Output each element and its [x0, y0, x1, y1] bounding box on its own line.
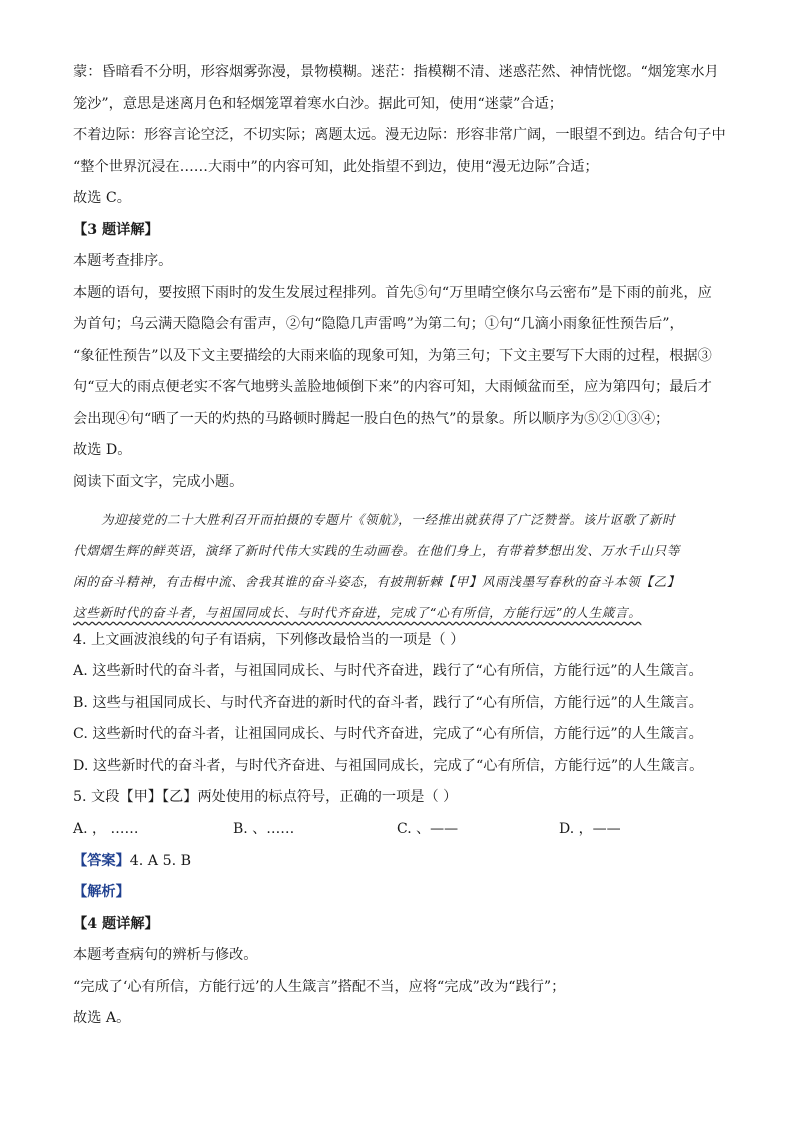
choice-b: B. 、…… [233, 821, 295, 837]
question-5: 5. 文段【甲】【乙】两处使用的标点符号，正确的一项是（ ） [73, 789, 458, 805]
reading-passage [73, 504, 723, 628]
text-line: 蒙：昏暗看不分明，形容烟雾弥漫，景物模糊。迷茫：指模糊不清、迷惑茫然、神情恍惚。“烟笼寒水月 [73, 64, 719, 80]
text-line: 阅读下面文字，完成小题。 [73, 473, 244, 490]
answer-tag: 【答案】 [73, 852, 130, 869]
analysis-tag: 【解析】 [73, 884, 130, 900]
section-heading: 【3 题详解】 [73, 221, 159, 238]
answer-line [73, 851, 723, 871]
text-line: “象征性预告”以及下文主要描绘的大雨来临的现象可知，为第三句；下文主要写下大雨的过程，根据③ [73, 347, 712, 364]
choice-d: D. ，—— [559, 821, 621, 837]
text-line: 不着边际：形容言论空泛，不切实际；离题太远。漫无边际：形容非常广阔，一眼望不到边。结合句子中 [73, 127, 726, 143]
option-c: C. 这些新时代的奋斗者，让祖国同成长、与时代齐奋进，完成了“心有所信，方能行远”的人生箴言。 [73, 726, 703, 742]
text-line: 故选 A。 [73, 1010, 131, 1026]
text-line: 会出现④句“晒了一天的灼热的马路顿时腾起一股白色的热气”的景象。所以顺序为⑤②①③④； [73, 410, 670, 427]
text-line: 故选 C。 [73, 190, 131, 206]
document-page [73, 62, 726, 1028]
text-line: 本题考查病句的辨析与修改。 [73, 947, 258, 963]
passage-line: 为迎接党的二十大胜利召开而拍摄的专题片《领航》，一经推出就获得了广泛赞誉。该片讴歌了新时 [101, 511, 676, 527]
question-4: 4. 上文画波浪线的句子有语病，下列修改最恰当的一项是（ ） [73, 631, 465, 648]
answer-text: 4. A 5. B [129, 852, 192, 869]
text-line: 笼沙”，意思是迷离月色和轻烟笼罩着寒水白沙。据此可知，使用“迷蒙”合适； [73, 95, 563, 112]
wavy-underlined-sentence: 这些新时代的奋斗者，与祖国同成长、与时代齐奋进，完成了“心有所信，方能行远”的人生箴言。 [73, 604, 642, 620]
text-line: “完成了‘心有所信，方能行远’的人生箴言”搭配不当，应将“完成”改为“践行”； [73, 978, 566, 995]
choice-c: C. 、—— [397, 821, 459, 837]
section-heading: 【4 题详解】 [73, 915, 159, 932]
text-line: 本题的语句，要按照下雨时的发生发展过程排列。首先⑤句“万里晴空倏尔乌云密布”是下雨的前兆，应 [73, 284, 712, 301]
text-line: 句“豆大的雨点便老实不客气地劈头盖脸地倾倒下来”的内容可知，大雨倾盆而至，应为第四句；最后才 [73, 379, 712, 395]
text-line: 故选 D。 [73, 442, 132, 458]
option-a: A. 这些新时代的奋斗者，与祖国同成长、与时代齐奋进，践行了“心有所信，方能行远”的人生箴言。 [73, 663, 703, 679]
option-d: D. 这些新时代的奋斗者，与时代齐奋进、与祖国同成长，完成了“心有所信，方能行远”的人生箴言。 [73, 757, 704, 774]
choice-a: A. ， …… [73, 821, 139, 837]
text-line: “整个世界沉浸在……大雨中”的内容可知，此处指望不到边，使用“漫无边际”合适； [73, 158, 599, 175]
option-b: B. 这些与祖国同成长、与时代齐奋进的新时代的奋斗者，践行了“心有所信，方能行远”的人生箴言。 [73, 694, 703, 711]
passage-line: 闲的奋斗精神，有击楫中流、舍我其谁的奋斗姿态，有披荆斩棘【甲】风雨浅墨写春秋的奋斗本领【乙】 [73, 573, 680, 589]
text-line: 为首句；乌云满天隐隐会有雷声，②句“隐隐几声雷鸣”为第二句；①句“几滴小雨象征性预告后”， [73, 316, 684, 332]
passage-line: 代熠熠生辉的鲜英语，演绎了新时代伟大实践的生动画卷。在他们身上，有带着梦想出发、万水千山只等 [73, 542, 680, 558]
text-line: 本题考查排序。 [73, 253, 173, 269]
question-5-choices [73, 819, 723, 839]
